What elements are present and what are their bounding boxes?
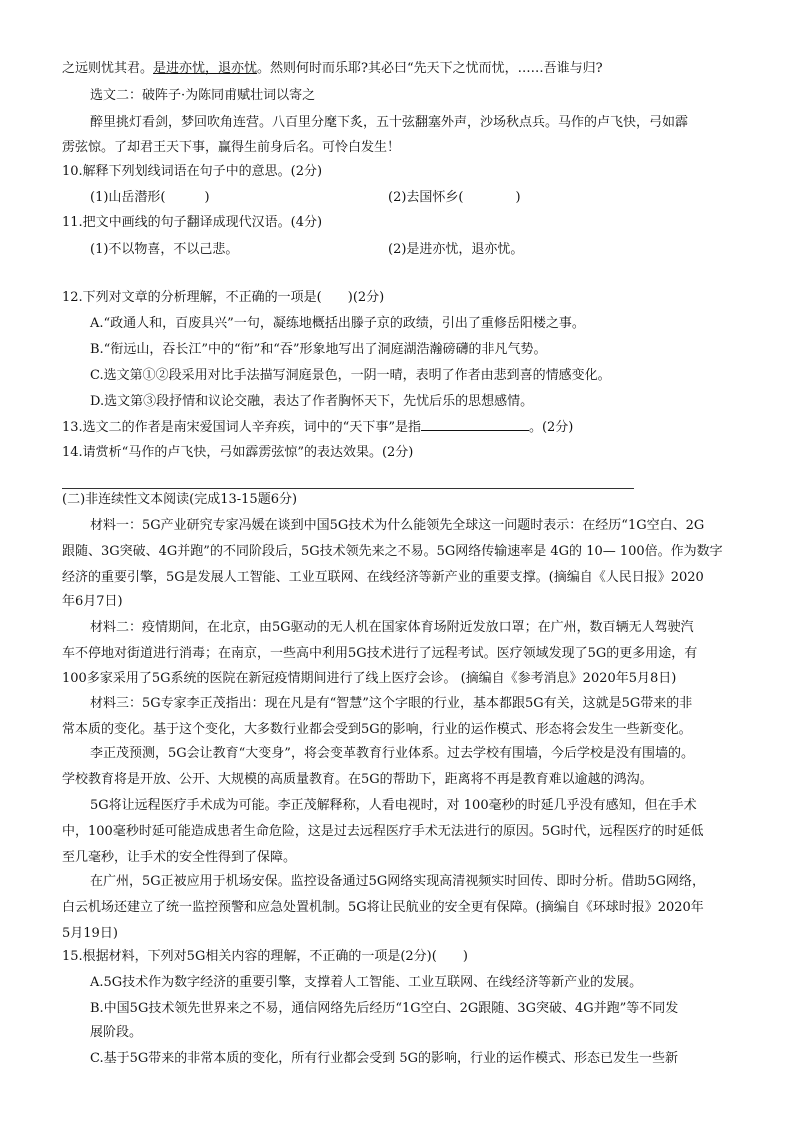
question-10-item-2: (2)去国怀乡( ) — [388, 190, 521, 205]
question-15-option-b-line-2: 展阶段。 — [90, 1025, 143, 1040]
question-15-option-c: C.基于5G带来的非常本质的变化，所有行业都会受到 5G的影响，行业的运作模式、形态已发生一些新 — [90, 1051, 679, 1066]
question-11-item-1: (1)不以物喜，不以己悲。 — [90, 242, 239, 257]
question-13: 13.选文二的作者是南宋爱国词人辛弃疾，词中的“天下事”是指 。(2分) — [62, 420, 574, 435]
question-15-option-b-line-1: B.中国5G技术领先世界来之不易，通信网络先后经历“1G空白、2G跟随、3G突破、4G并跑”等不同发 — [90, 1001, 679, 1016]
material-1-line-1: 材料一：5G产业研究专家冯媛在谈到中国5G技术为什么能领先全球这一问题时表示：在经历“1G空白、2G — [90, 518, 705, 533]
passage-line-1: 之远则忧其君。是进亦忧，退亦忧。然则何时而乐耶?其必曰“先天下之忧而忧，……吾谁与归? — [62, 61, 603, 76]
question-10-item-1: (1)山岳潜形( ) — [90, 190, 210, 205]
question-15: 15.根据材料，下列对5G相关内容的理解，不正确的一项是(2分)( ) — [62, 949, 468, 964]
paragraph-medical-line-2: 中，100毫秒时延可能造成患者生命危险，这是过去远程医疗手术无法进行的原因。5G时代，远程医疗的时延低 — [62, 824, 704, 839]
section-heading: (二)非连续性文本阅读(完成13-15题6分) — [62, 492, 298, 507]
poem-line-1: 醉里挑灯看剑，梦回吹角连营。八百里分麾下炙，五十弦翻塞外声，沙场秋点兵。马作的卢飞快，弓如霹 — [90, 115, 689, 130]
material-3-line-1: 材料三：5G专家李正茂指出：现在凡是有“智慧”这个字眼的行业，基本都跟5G有关，这就是5G带来的非 — [90, 696, 693, 711]
material-2-line-3: 100多家采用了5G系统的医院在新冠疫情期间进行了线上医疗会诊。 (摘编自《参考消息》2020年5月8日) — [62, 671, 677, 686]
material-2-line-1: 材料二：疫情期间，在北京，由5G驱动的无人机在国家体育场附近发放口罩；在广州，数百辆无人驾驶汽 — [90, 620, 694, 635]
question-11-item-2: (2)是进亦忧，退亦忧。 — [388, 242, 524, 257]
material-3-line-2: 常本质的变化。基于这个变化，大多数行业都会受到5G的影响，行业的运作模式、形态将会发生一些新变化。 — [62, 722, 692, 737]
material-1-line-3: 经济的重要引擎，5G是发展人工智能、工业互联网、在线经济等新产业的重要支撑。(摘编自《人民日报》2020 — [62, 570, 704, 585]
answer-blank — [421, 418, 529, 431]
question-12-option-b: B.“衔远山，吞长江”中的“衔”和“吞”形象地写出了洞庭湖浩瀚磅礴的非凡气势。 — [90, 342, 547, 357]
paragraph-medical-line-1: 5G将让远程医疗手术成为可能。李正茂解释称，人看电视时，对 100毫秒的时延几乎没有感知，但在手术 — [90, 798, 697, 813]
question-15-option-a: A.5G技术作为数字经济的重要引擎，支撑着人工智能、工业互联网、在线经济等新产业的发展。 — [90, 975, 643, 990]
material-2-line-2: 车不停地对街道进行消毒；在南京，一些高中利用5G技术进行了远程考试。医疗领域发现了5G的更多用途，有 — [62, 646, 698, 661]
paragraph-airport-line-2: 白云机场还建立了统一监控预警和应急处置机制。5G将让民航业的安全更有保障。(摘编自《环球时报》2020年 — [62, 900, 704, 915]
question-12: 12.下列对文章的分析理解，不正确的一项是( )(2分) — [62, 290, 385, 305]
paragraph-education-line-2: 学校教育将是开放、公开、大规模的高质量教育。在5G的帮助下，距离将不再是教育难以逾越的鸿沟。 — [62, 772, 653, 787]
paragraph-airport-line-1: 在广州，5G正被应用于机场安保。监控设备通过5G网络实现高清视频实时回传、即时分析。借助5G网络， — [90, 874, 705, 889]
material-1-line-2: 跟随、3G突破、4G并跑”的不同阶段后，5G技术领先来之不易。5G网络传输速率是 4G的 10— 100倍。作为数字 — [62, 544, 723, 559]
paragraph-airport-line-3: 5月19日) — [62, 926, 118, 941]
paragraph-education-line-1: 李正茂预测，5G会让教育“大变身”，将会变革教育行业体系。过去学校有围墙，今后学校是没有围墙的。 — [90, 746, 694, 761]
underlined-sentence: 是进亦忧，退亦忧 — [153, 61, 258, 76]
question-11: 11.把文中画线的句子翻译成现代汉语。(4分) — [62, 215, 323, 230]
question-12-option-d: D.选文第③段抒情和议论交融，表达了作者胸怀天下，先忧后乐的思想感情。 — [90, 394, 534, 409]
paragraph-medical-line-3: 至几毫秒，让手术的安全性得到了保障。 — [62, 850, 297, 865]
selection-2-title: 选文二：破阵子·为陈同甫赋壮词以寄之 — [90, 88, 316, 103]
question-12-option-a: A.“政通人和，百废具兴”一句，凝练地概括出滕子京的政绩，引出了重修岳阳楼之事。 — [90, 316, 585, 331]
question-14: 14.请赏析“马作的卢飞快，弓如霹雳弦惊”的表达效果。(2分) — [62, 445, 414, 460]
answer-line — [62, 488, 634, 489]
material-1-line-4: 年6月7日) — [62, 594, 123, 609]
poem-line-2: 雳弦惊。了却君王天下事，赢得生前身后名。可怜白发生！ — [62, 140, 401, 155]
question-12-option-c: C.选文第①②段采用对比手法描写洞庭景色，一阴一晴，表明了作者由悲到喜的情感变化。 — [90, 368, 611, 383]
question-10: 10.解释下列划线词语在句子中的意思。(2分) — [62, 164, 323, 179]
